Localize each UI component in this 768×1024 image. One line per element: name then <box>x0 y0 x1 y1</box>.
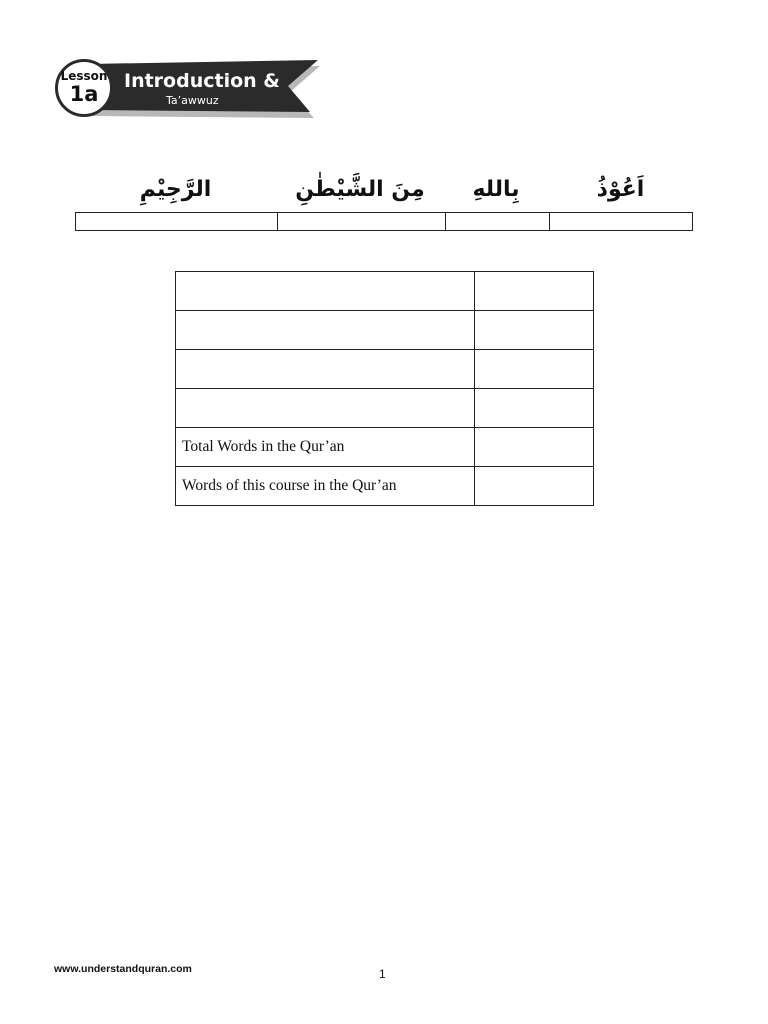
arabic-word-1: اَعُوْذُ <box>596 177 645 202</box>
row-label <box>176 389 475 428</box>
translation-answer-row <box>75 212 693 231</box>
row-value[interactable] <box>475 311 594 350</box>
row-value[interactable] <box>475 272 594 311</box>
table-row <box>176 467 594 506</box>
answer-cell-4[interactable] <box>76 213 277 230</box>
row-label <box>176 272 475 311</box>
lesson-subtitle: Ta’awwuz <box>166 94 219 107</box>
row-label: Total Words in the Qur’an <box>176 428 475 467</box>
row-value[interactable] <box>475 389 594 428</box>
answer-cell-1[interactable] <box>549 213 692 230</box>
arabic-word-2: بِاللهِ <box>472 177 520 202</box>
page-number: 1 <box>379 967 386 981</box>
word-count-table <box>175 271 594 506</box>
row-label <box>176 311 475 350</box>
footer-url[interactable]: www.understandquran.com <box>54 963 192 975</box>
answer-cell-2[interactable] <box>445 213 549 230</box>
arabic-word-4: الرَّجِيْمِ <box>139 177 212 202</box>
lesson-badge <box>52 56 322 130</box>
table-row <box>176 311 594 350</box>
answer-cell-3[interactable] <box>277 213 445 230</box>
table-row <box>176 350 594 389</box>
lesson-circle <box>55 59 113 117</box>
row-label <box>176 350 475 389</box>
table-row <box>176 389 594 428</box>
row-value[interactable] <box>475 350 594 389</box>
lesson-label: Lesson <box>60 69 108 83</box>
table-row <box>176 428 594 467</box>
row-value[interactable] <box>475 467 594 506</box>
arabic-word-3: مِنَ الشَّيْطٰنِ <box>295 177 425 202</box>
row-label: Words of this course in the Qur’an <box>176 467 475 506</box>
row-value[interactable] <box>475 428 594 467</box>
lesson-number: 1a <box>69 82 99 106</box>
lesson-title: Introduction & <box>124 70 280 92</box>
table-row <box>176 272 594 311</box>
